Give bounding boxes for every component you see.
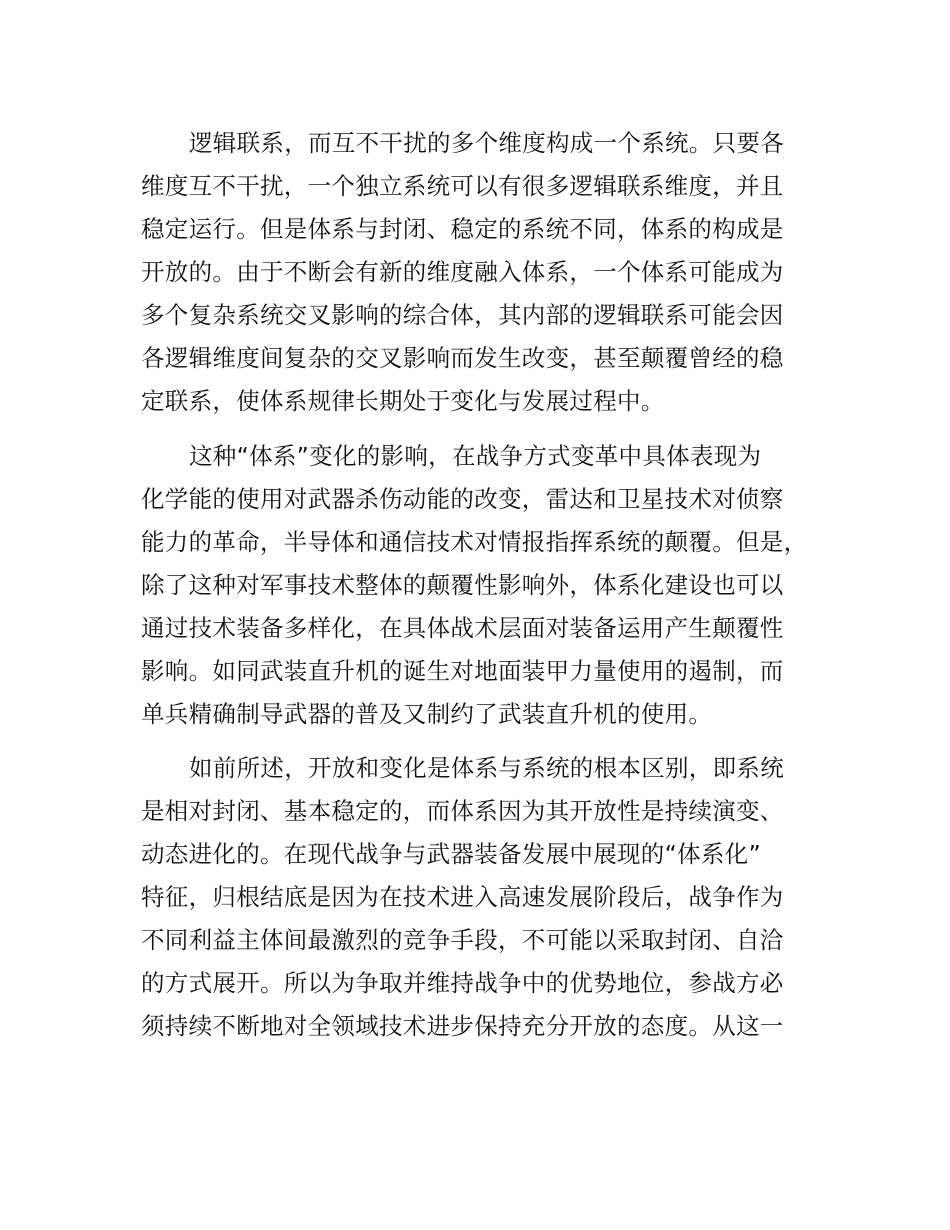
text-line: 多个复杂系统交叉影响的综合体，其内部的逻辑联系可能会因 — [141, 301, 784, 329]
text-line: 的方式展开。所以为争取并维持战争中的优势地位，参战方必 — [141, 969, 784, 997]
text-line: 影响。如同武装直升机的诞生对地面装甲力量使用的遏制，而 — [141, 657, 784, 685]
text-line: 特征，归根结底是因为在技术进入高速发展阶段后，战争作为 — [141, 883, 784, 911]
text-line: 除了这种对军事技术整体的颠覆性影响外，体系化建设也可以 — [141, 571, 784, 599]
paragraph-2 — [141, 435, 861, 736]
text-line: 如前所述，开放和变化是体系与系统的根本区别，即系统 — [189, 754, 784, 782]
text-line: 逻辑联系，而互不干扰的多个维度构成一个系统。只要各 — [189, 129, 784, 157]
text-line: 稳定运行。但是体系与封闭、稳定的系统不同，体系的构成是 — [141, 215, 784, 243]
text-line: 化学能的使用对武器杀伤动能的改变，雷达和卫星技术对侦察 — [141, 485, 784, 513]
text-line: 是相对封闭、基本稳定的，而体系因为其开放性是持续演变、 — [141, 797, 784, 825]
text-line: 单兵精确制导武器的普及又制约了武装直升机的使用。 — [141, 700, 713, 728]
text-line: 定联系，使体系规律长期处于变化与发展过程中。 — [141, 387, 665, 415]
text-line: 各逻辑维度间复杂的交叉影响而发生改变，甚至颠覆曾经的稳 — [141, 344, 784, 372]
text-line: 这种“体系”变化的影响，在战争方式变革中具体表现为 — [189, 442, 762, 470]
text-line: 动态进化的。在现代战争与武器装备发展中展现的“体系化” — [141, 840, 761, 868]
text-line: 须持续不断地对全领域技术进步保持充分开放的态度。从这一 — [141, 1012, 784, 1040]
paragraph-3 — [141, 747, 861, 1048]
text-line: 维度互不干扰，一个独立系统可以有很多逻辑联系维度，并且 — [141, 172, 784, 200]
text-line: 不同利益主体间最激烈的竞争手段，不可能以采取封闭、自洽 — [141, 926, 784, 954]
text-line: 通过技术装备多样化，在具体战术层面对装备运用产生颠覆性 — [141, 614, 784, 642]
text-line: 开放的。由于不断会有新的维度融入体系，一个体系可能成为 — [141, 258, 784, 286]
text-line: 能力的革命，半导体和通信技术对情报指挥系统的颠覆。但是， — [141, 528, 808, 556]
paragraph-1 — [141, 122, 861, 423]
